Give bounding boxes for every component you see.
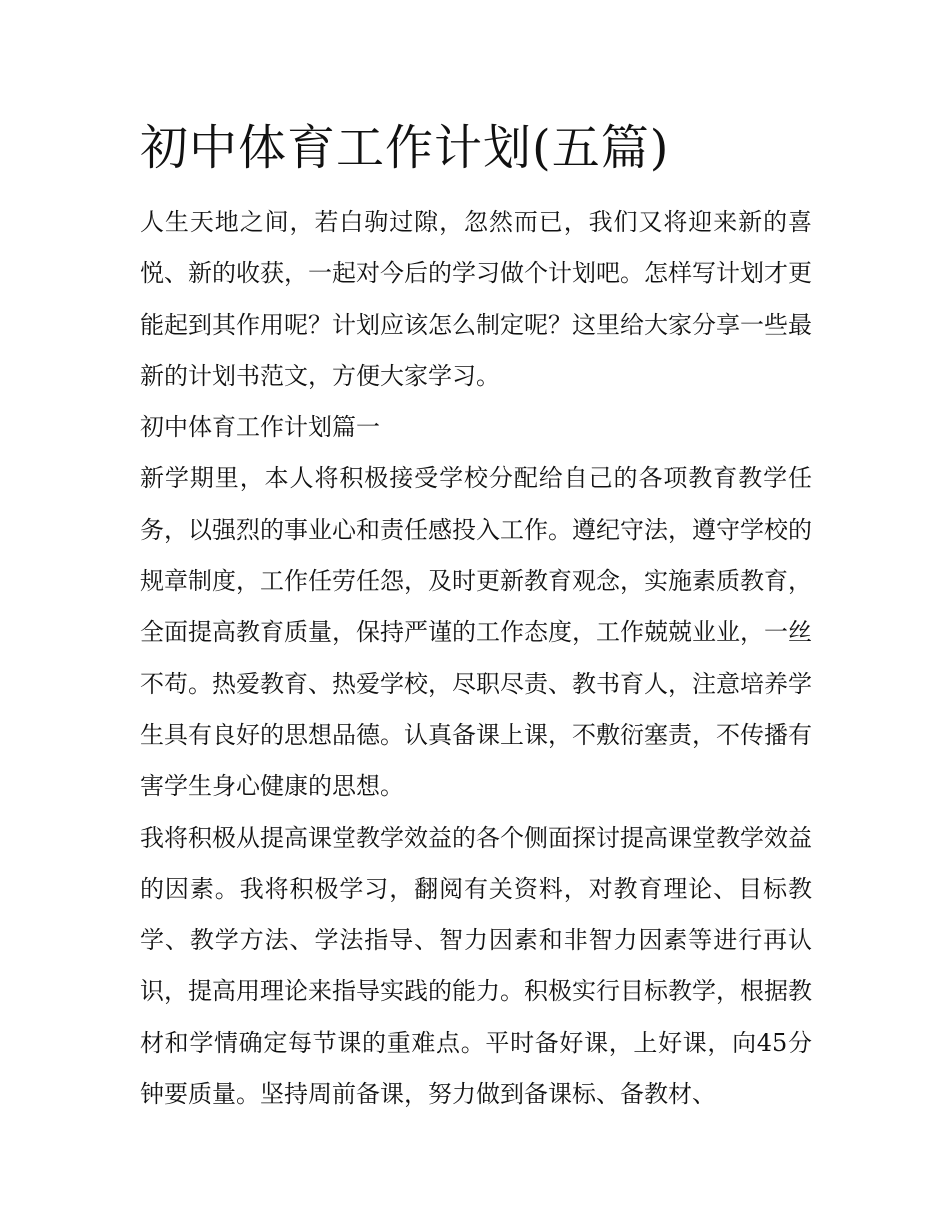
section-heading: 初中体育工作计划篇一 [140, 413, 380, 442]
document-title: 初中体育工作计划(五篇) [140, 120, 670, 176]
intro-paragraph: 人生天地之间，若白驹过隙，忽然而已，我们又将迎来新的喜悦、新的收获，一起对今后的学习做个计划吧。怎样写计划才更能起到其作用呢？计划应该怎么制定呢？这里给大家分享一些最新的计划书范文，方便大家学习。 [140, 208, 812, 390]
body-paragraph: 我将积极从提高课堂教学效益的各个侧面探讨提高课堂教学效益的因素。我将积极学习，翻阅有关资料，对教育理论、目标教学、教学方法、学法指导、智力因素和非智力因素等进行再认识，提高用理论来指导实践的能力。积极实行目标教学，根据教材和学情确定每节课的重难点。平时备好课，上好课，向45分钟要质量。坚持周前备课，努力做到备课标、备教材、 [140, 823, 812, 1109]
document-body [140, 197, 812, 1120]
body-paragraph: 新学期里，本人将积极接受学校分配给自己的各项教育教学任务，以强烈的事业心和责任感投入工作。遵纪守法，遵守学校的规章制度，工作任劳任怨，及时更新教育观念，实施素质教育，全面提高教育质量，保持严谨的工作态度，工作兢兢业业，一丝不苟。热爱教育、热爱学校，尽职尽责、教书育人，注意培养学生具有良好的思想品德。认真备课上课，不敷衍塞责，不传播有害学生身心健康的思想。 [140, 464, 812, 801]
